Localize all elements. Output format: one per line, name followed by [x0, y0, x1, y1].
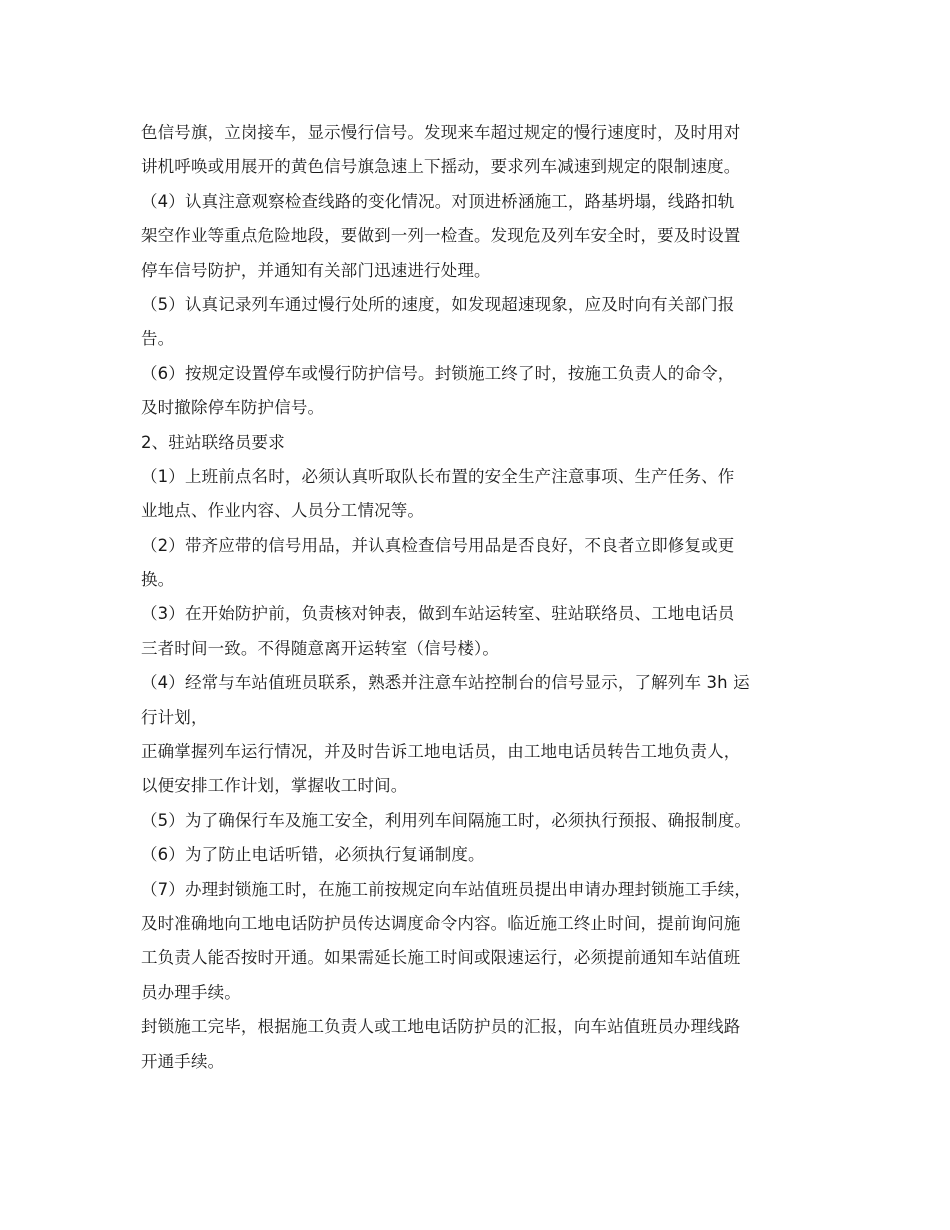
text-line: （7）办理封锁施工时，在施工前按规定向车站值班员提出申请办理封锁施工手续，: [141, 879, 752, 899]
text-line: 以便安排工作计划，掌握收工时间。: [141, 776, 408, 796]
text-line: （6）为了防止电话听错，必须执行复诵制度。: [141, 845, 485, 865]
text-line: 开通手续。: [141, 1051, 225, 1071]
section-heading: 2、驻站联络员要求: [141, 432, 285, 452]
text-line: 三者时间一致。不得随意离开运转室（信号楼）。: [141, 638, 500, 658]
text-line: 业地点、作业内容、人员分工情况等。: [141, 501, 425, 521]
text-line: 换。: [141, 570, 175, 590]
text-line: 告。: [141, 329, 175, 349]
text-line: （5）为了确保行车及施工安全，利用列车间隔施工时，必须执行预报、确报制度。: [141, 810, 752, 830]
text-line: 色信号旗，立岗接车，显示慢行信号。发现来车超过规定的慢行速度时，及时用对: [141, 123, 741, 142]
text-line: （4）经常与车站值班员联系，熟悉并注意车站控制台的信号显示，了解列车 3h 运: [141, 673, 750, 693]
text-line: 及时准确地向工地电话防护员传达调度命令内容。临近施工终止时间，提前询问施: [141, 913, 741, 933]
text-line: （1）上班前点名时，必须认真听取队长布置的安全生产注意事项、生产任务、作: [141, 466, 735, 486]
text-line: 架空作业等重点危险地段，要做到一列一检查。发现危及列车安全时，要及时设置: [141, 226, 741, 246]
text-line: （6）按规定设置停车或慢行防护信号。封锁施工终了时，按施工负责人的命令，: [141, 363, 735, 383]
text-line: 停车信号防护，并通知有关部门迅速进行处理。: [141, 260, 491, 280]
text-line: 行计划，: [141, 707, 208, 727]
text-line: （2）带齐应带的信号用品，并认真检查信号用品是否良好，不良者立即修复或更: [141, 535, 735, 555]
text-line: 讲机呼唤或用展开的黄色信号旗急速上下摇动，要求列车减速到规定的限制速度。: [141, 157, 741, 177]
text-line: （5）认真记录列车通过慢行处所的速度，如发现超速现象，应及时向有关部门报: [141, 294, 735, 314]
text-line: 封锁施工完毕，根据施工负责人或工地电话防护员的汇报，向车站值班员办理线路: [141, 1017, 741, 1037]
text-line: （3）在开始防护前，负责核对钟表，做到车站运转室、驻站联络员、工地电话员: [141, 604, 735, 624]
text-line: 正确掌握列车运行情况，并及时告诉工地电话员，由工地电话员转告工地负责人，: [141, 742, 741, 762]
text-line: 员办理手续。: [141, 982, 241, 1002]
document-body: [141, 116, 821, 1079]
text-line: （4）认真注意观察检查线路的变化情况。对顶进桥涵施工，路基坍塌，线路扣轨: [141, 191, 735, 211]
text-line: 及时撤除停车防护信号。: [141, 398, 325, 418]
text-line: 工负责人能否按时开通。如果需延长施工时间或限速运行，必须提前通知车站值班: [141, 948, 741, 968]
